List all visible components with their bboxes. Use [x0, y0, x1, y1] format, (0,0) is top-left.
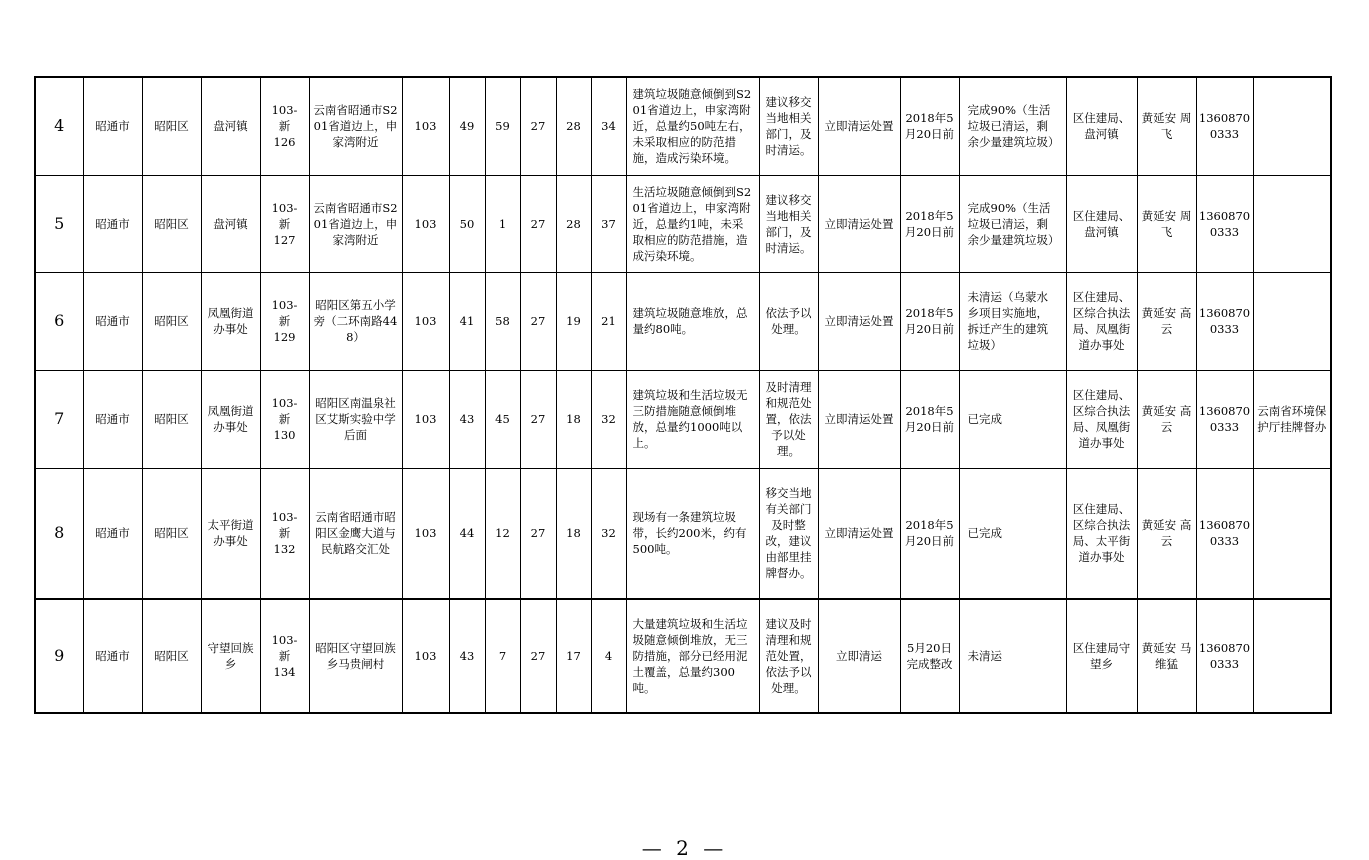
longitude-degree: 103: [402, 468, 449, 599]
status-cell: 已完成: [959, 370, 1066, 468]
location-cell: 昭阳区南温泉社区艾斯实验中学后面: [309, 370, 402, 468]
table-row: [35, 272, 1331, 370]
site-code-cell: [260, 468, 309, 599]
measure-cell: 立即清运处置: [818, 272, 900, 370]
longitude-degree: 103: [402, 77, 449, 175]
latitude-minute: 28: [556, 175, 591, 272]
longitude-degree: 103: [402, 272, 449, 370]
city-cell: 昭通市: [83, 599, 142, 713]
suggestion-cell: 依法予以处理。: [759, 272, 818, 370]
site-code-part: 126: [273, 135, 296, 150]
town-cell: 太平街道办事处: [201, 468, 260, 599]
row-number: 9: [35, 599, 83, 713]
row-number: 8: [35, 468, 83, 599]
table-row: [35, 468, 1331, 599]
responsible-unit: 区住建局、区综合执法局、太平街道办事处: [1066, 468, 1137, 599]
measure-cell: 立即清运处置: [818, 370, 900, 468]
problem-description: 现场有一条建筑垃圾带，长约200米，约有500吨。: [626, 468, 759, 599]
district-cell: 昭阳区: [142, 370, 201, 468]
responsible-unit: 区住建局守望乡: [1066, 599, 1137, 713]
suggestion-cell: 及时清理和规范处置，依法予以处理。: [759, 370, 818, 468]
location-cell: 昭阳区守望回族乡马贵闸村: [309, 599, 402, 713]
phone-cell: 13608700333: [1196, 468, 1253, 599]
row-number: 6: [35, 272, 83, 370]
remark-cell: [1253, 77, 1331, 175]
city-cell: 昭通市: [83, 272, 142, 370]
latitude-second: 37: [591, 175, 626, 272]
site-code-part: 新: [278, 314, 291, 328]
longitude-second: 58: [485, 272, 520, 370]
remediation-table: [34, 76, 1332, 714]
measure-cell: 立即清运处置: [818, 77, 900, 175]
status-cell: 完成90%（生活垃圾已清运，剩余少量建筑垃圾）: [959, 175, 1066, 272]
site-code-part: 103-: [271, 633, 298, 647]
district-cell: 昭阳区: [142, 468, 201, 599]
suggestion-cell: 建议移交当地相关部门，及时清运。: [759, 175, 818, 272]
page-number: — 2 —: [641, 836, 728, 860]
status-cell: 未清运: [959, 599, 1066, 713]
phone-cell: 13608700333: [1196, 599, 1253, 713]
site-code-part: 新: [278, 526, 291, 541]
row-number: 5: [35, 175, 83, 272]
longitude-minute: 43: [449, 370, 485, 468]
suggestion-cell: 建议及时清理和规范处置，依法予以处理。: [759, 599, 818, 713]
latitude-minute: 18: [556, 370, 591, 468]
responsible-person: 黄延安 马维猛: [1137, 599, 1196, 713]
remark-cell: 云南省环境保护厅挂牌督办: [1253, 370, 1331, 468]
longitude-second: 59: [485, 77, 520, 175]
suggestion-cell: 移交当地有关部门及时整改，建议由部里挂牌督办。: [759, 468, 818, 599]
latitude-degree: 27: [520, 175, 556, 272]
deadline-cell: 2018年5月20日前: [900, 77, 959, 175]
city-cell: 昭通市: [83, 175, 142, 272]
site-code-cell: [260, 77, 309, 175]
site-code-part: 103-: [271, 510, 298, 525]
remark-cell: [1253, 272, 1331, 370]
status-cell: 未清运（乌蒙水乡项目实施地，拆迁产生的建筑垃圾）: [959, 272, 1066, 370]
site-code-part: 103-: [271, 200, 298, 215]
longitude-degree: 103: [402, 370, 449, 468]
town-cell: 盘河镇: [201, 175, 260, 272]
phone-cell: 13608700333: [1196, 175, 1253, 272]
site-code-part: 127: [273, 232, 296, 247]
deadline-cell: 2018年5月20日前: [900, 468, 959, 599]
latitude-second: 32: [591, 468, 626, 599]
longitude-minute: 49: [449, 77, 485, 175]
latitude-second: 34: [591, 77, 626, 175]
remark-cell: [1253, 468, 1331, 599]
latitude-minute: 18: [556, 468, 591, 599]
responsible-person: 黄延安 高云: [1137, 468, 1196, 599]
site-code-part: 103-: [271, 396, 298, 410]
latitude-second: 4: [591, 599, 626, 713]
problem-description: 建筑垃圾和生活垃圾无三防措施随意倾倒堆放，总量约1000吨以上。: [626, 370, 759, 468]
remark-cell: [1253, 599, 1331, 713]
site-code-part: 新: [278, 412, 291, 426]
site-code-part: 新: [278, 216, 291, 231]
responsible-unit: 区住建局、区综合执法局、凤凰街道办事处: [1066, 370, 1137, 468]
site-code-cell: [260, 175, 309, 272]
latitude-degree: 27: [520, 599, 556, 713]
site-code-part: 129: [273, 330, 296, 344]
longitude-minute: 50: [449, 175, 485, 272]
longitude-second: 1: [485, 175, 520, 272]
responsible-person: 黄延安 周飞: [1137, 77, 1196, 175]
deadline-cell: 2018年5月20日前: [900, 175, 959, 272]
longitude-minute: 43: [449, 599, 485, 713]
problem-description: 建筑垃圾随意堆放，总量约80吨。: [626, 272, 759, 370]
town-cell: 凤凰街道办事处: [201, 272, 260, 370]
location-cell: 昭阳区第五小学旁（二环南路448）: [309, 272, 402, 370]
status-cell: 完成90%（生活垃圾已清运，剩余少量建筑垃圾）: [959, 77, 1066, 175]
district-cell: 昭阳区: [142, 272, 201, 370]
row-number: 7: [35, 370, 83, 468]
table-row: [35, 175, 1331, 272]
site-code-cell: [260, 370, 309, 468]
remark-cell: [1253, 175, 1331, 272]
site-code-part: 132: [273, 542, 296, 557]
table-body: [35, 77, 1331, 713]
city-cell: 昭通市: [83, 77, 142, 175]
measure-cell: 立即清运处置: [818, 468, 900, 599]
site-code-cell: [260, 599, 309, 713]
town-cell: 盘河镇: [201, 77, 260, 175]
table-row: [35, 599, 1331, 713]
longitude-second: 7: [485, 599, 520, 713]
latitude-second: 32: [591, 370, 626, 468]
location-cell: 云南省昭通市S201省道边上，申家湾附近: [309, 175, 402, 272]
phone-cell: 13608700333: [1196, 272, 1253, 370]
responsible-unit: 区住建局、区综合执法局、凤凰街道办事处: [1066, 272, 1137, 370]
city-cell: 昭通市: [83, 370, 142, 468]
phone-cell: 13608700333: [1196, 370, 1253, 468]
longitude-degree: 103: [402, 175, 449, 272]
town-cell: 凤凰街道办事处: [201, 370, 260, 468]
longitude-minute: 41: [449, 272, 485, 370]
location-cell: 云南省昭通市昭阳区金鹰大道与民航路交汇处: [309, 468, 402, 599]
site-code-part: 103-: [271, 103, 298, 118]
town-cell: 守望回族乡: [201, 599, 260, 713]
latitude-degree: 27: [520, 468, 556, 599]
phone-cell: 13608700333: [1196, 77, 1253, 175]
measure-cell: 立即清运: [818, 599, 900, 713]
responsible-unit: 区住建局、盘河镇: [1066, 175, 1137, 272]
district-cell: 昭阳区: [142, 77, 201, 175]
measure-cell: 立即清运处置: [818, 175, 900, 272]
status-cell: 已完成: [959, 468, 1066, 599]
site-code-part: 新: [278, 119, 291, 134]
city-cell: 昭通市: [83, 468, 142, 599]
longitude-degree: 103: [402, 599, 449, 713]
latitude-degree: 27: [520, 77, 556, 175]
latitude-second: 21: [591, 272, 626, 370]
longitude-second: 12: [485, 468, 520, 599]
longitude-second: 45: [485, 370, 520, 468]
problem-description: 大量建筑垃圾和生活垃圾随意倾倒堆放，无三防措施，部分已经用泥土覆盖，总量约300吨。: [626, 599, 759, 713]
responsible-unit: 区住建局、盘河镇: [1066, 77, 1137, 175]
district-cell: 昭阳区: [142, 599, 201, 713]
site-code-cell: [260, 272, 309, 370]
location-cell: 云南省昭通市S201省道边上，申家湾附近: [309, 77, 402, 175]
problem-description: 生活垃圾随意倾倒到S201省道边上，申家湾附近，总量约1吨，未采取相应的防范措施，造成污染环境。: [626, 175, 759, 272]
problem-description: 建筑垃圾随意倾倒到S201省道边上，申家湾附近，总量约50吨左右，未采取相应的防范措施，造成污染环境。: [626, 77, 759, 175]
row-number: 4: [35, 77, 83, 175]
site-code-part: 新: [278, 649, 291, 663]
longitude-minute: 44: [449, 468, 485, 599]
table-row: [35, 370, 1331, 468]
district-cell: 昭阳区: [142, 175, 201, 272]
responsible-person: 黄延安 高云: [1137, 370, 1196, 468]
table-row: [35, 77, 1331, 175]
site-code-part: 130: [273, 428, 296, 442]
latitude-minute: 17: [556, 599, 591, 713]
deadline-cell: 2018年5月20日前: [900, 370, 959, 468]
latitude-degree: 27: [520, 370, 556, 468]
latitude-minute: 28: [556, 77, 591, 175]
deadline-cell: 5月20日完成整改: [900, 599, 959, 713]
responsible-person: 黄延安 周飞: [1137, 175, 1196, 272]
latitude-degree: 27: [520, 272, 556, 370]
site-code-part: 103-: [271, 298, 298, 312]
deadline-cell: 2018年5月20日前: [900, 272, 959, 370]
responsible-person: 黄延安 高云: [1137, 272, 1196, 370]
site-code-part: 134: [273, 665, 296, 679]
latitude-minute: 19: [556, 272, 591, 370]
suggestion-cell: 建议移交当地相关部门，及时清运。: [759, 77, 818, 175]
